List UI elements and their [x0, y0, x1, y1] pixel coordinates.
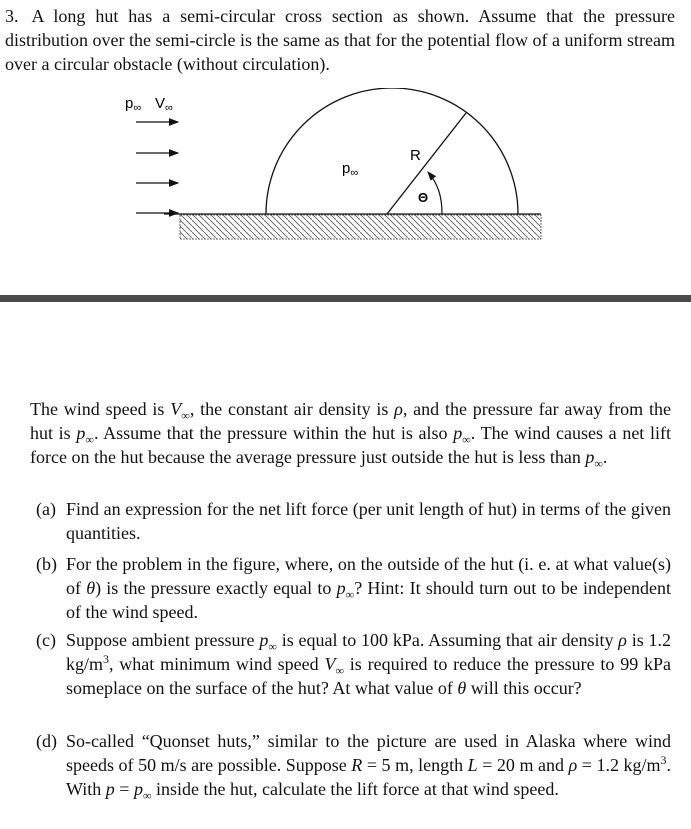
problem-number: 3. — [5, 6, 19, 26]
part-d — [36, 729, 671, 801]
label-theta: Θ — [418, 190, 429, 205]
part-a — [36, 497, 671, 545]
part-c-text: Suppose ambient pressure $p_\infty$ is equal to 100 kPa. Assuming that air density ρ is 1.2 $kg/m^3$, what minimum wind speed $V_\infty$ is required to reduce the pressure to 99 kPa someplace on the surface of the hut? At what value of θ will this occur? — [66, 630, 672, 698]
part-b-text: For the problem in the figure, where, on the outside of the hut (i. e. at what value(s) of θ) is the pressure exactly equal to $p_\infty$? Hint: It should turn out to be independent of the wind speed. — [66, 554, 671, 622]
part-b-label: (b) — [36, 554, 57, 574]
part-d-text: So-called “Quonset huts,” similar to the picture are used in Alaska where wind speeds of 50 m/s are possible. Suppose R = 5 m, length L = 20 m and ρ = 1.2 $kg/m^3$. With $p = p_\infty$ inside the hut, calculate the lift force at that wind speed. — [66, 731, 671, 803]
label-R: R — [410, 147, 421, 164]
part-a-text: Find an expression for the net lift force (per unit length of hut) in terms of the given quantities. — [66, 499, 671, 543]
label-p-inf: $p_\infty$ — [125, 95, 142, 114]
hut-figure — [0, 88, 691, 248]
part-a-label: (a) — [36, 499, 56, 519]
part-b — [36, 552, 671, 624]
page-divider — [0, 295, 691, 302]
part-d-label: (d) — [36, 731, 57, 751]
label-inside-p: $p_\infty$ — [342, 160, 359, 179]
intro-text: A long hut has a semi-circular cross section as shown. Assume that the pressure distribution over the semi-circle is the same as that for the potential flow of a uniform stream over a circular obstacle (without circulation). — [5, 6, 675, 74]
ground-hatch — [180, 215, 541, 239]
part-c — [36, 628, 671, 700]
label-v-inf: $V_\infty$ — [155, 95, 173, 114]
problem-intro — [5, 4, 675, 76]
hut-semicircle — [266, 88, 518, 214]
part-c-label: (c) — [36, 630, 56, 650]
body-text: The wind speed is $V_\infty$, the constant air density is ρ, and the pressure far away from the hut is $p_\infty$. Assume that the pressure within the hut is also $p_\infty$. The wind causes a net lift force on the hut because the average pressure just outside the hut is less than $p_\infty$. — [30, 399, 671, 471]
theta-arc — [428, 172, 442, 214]
